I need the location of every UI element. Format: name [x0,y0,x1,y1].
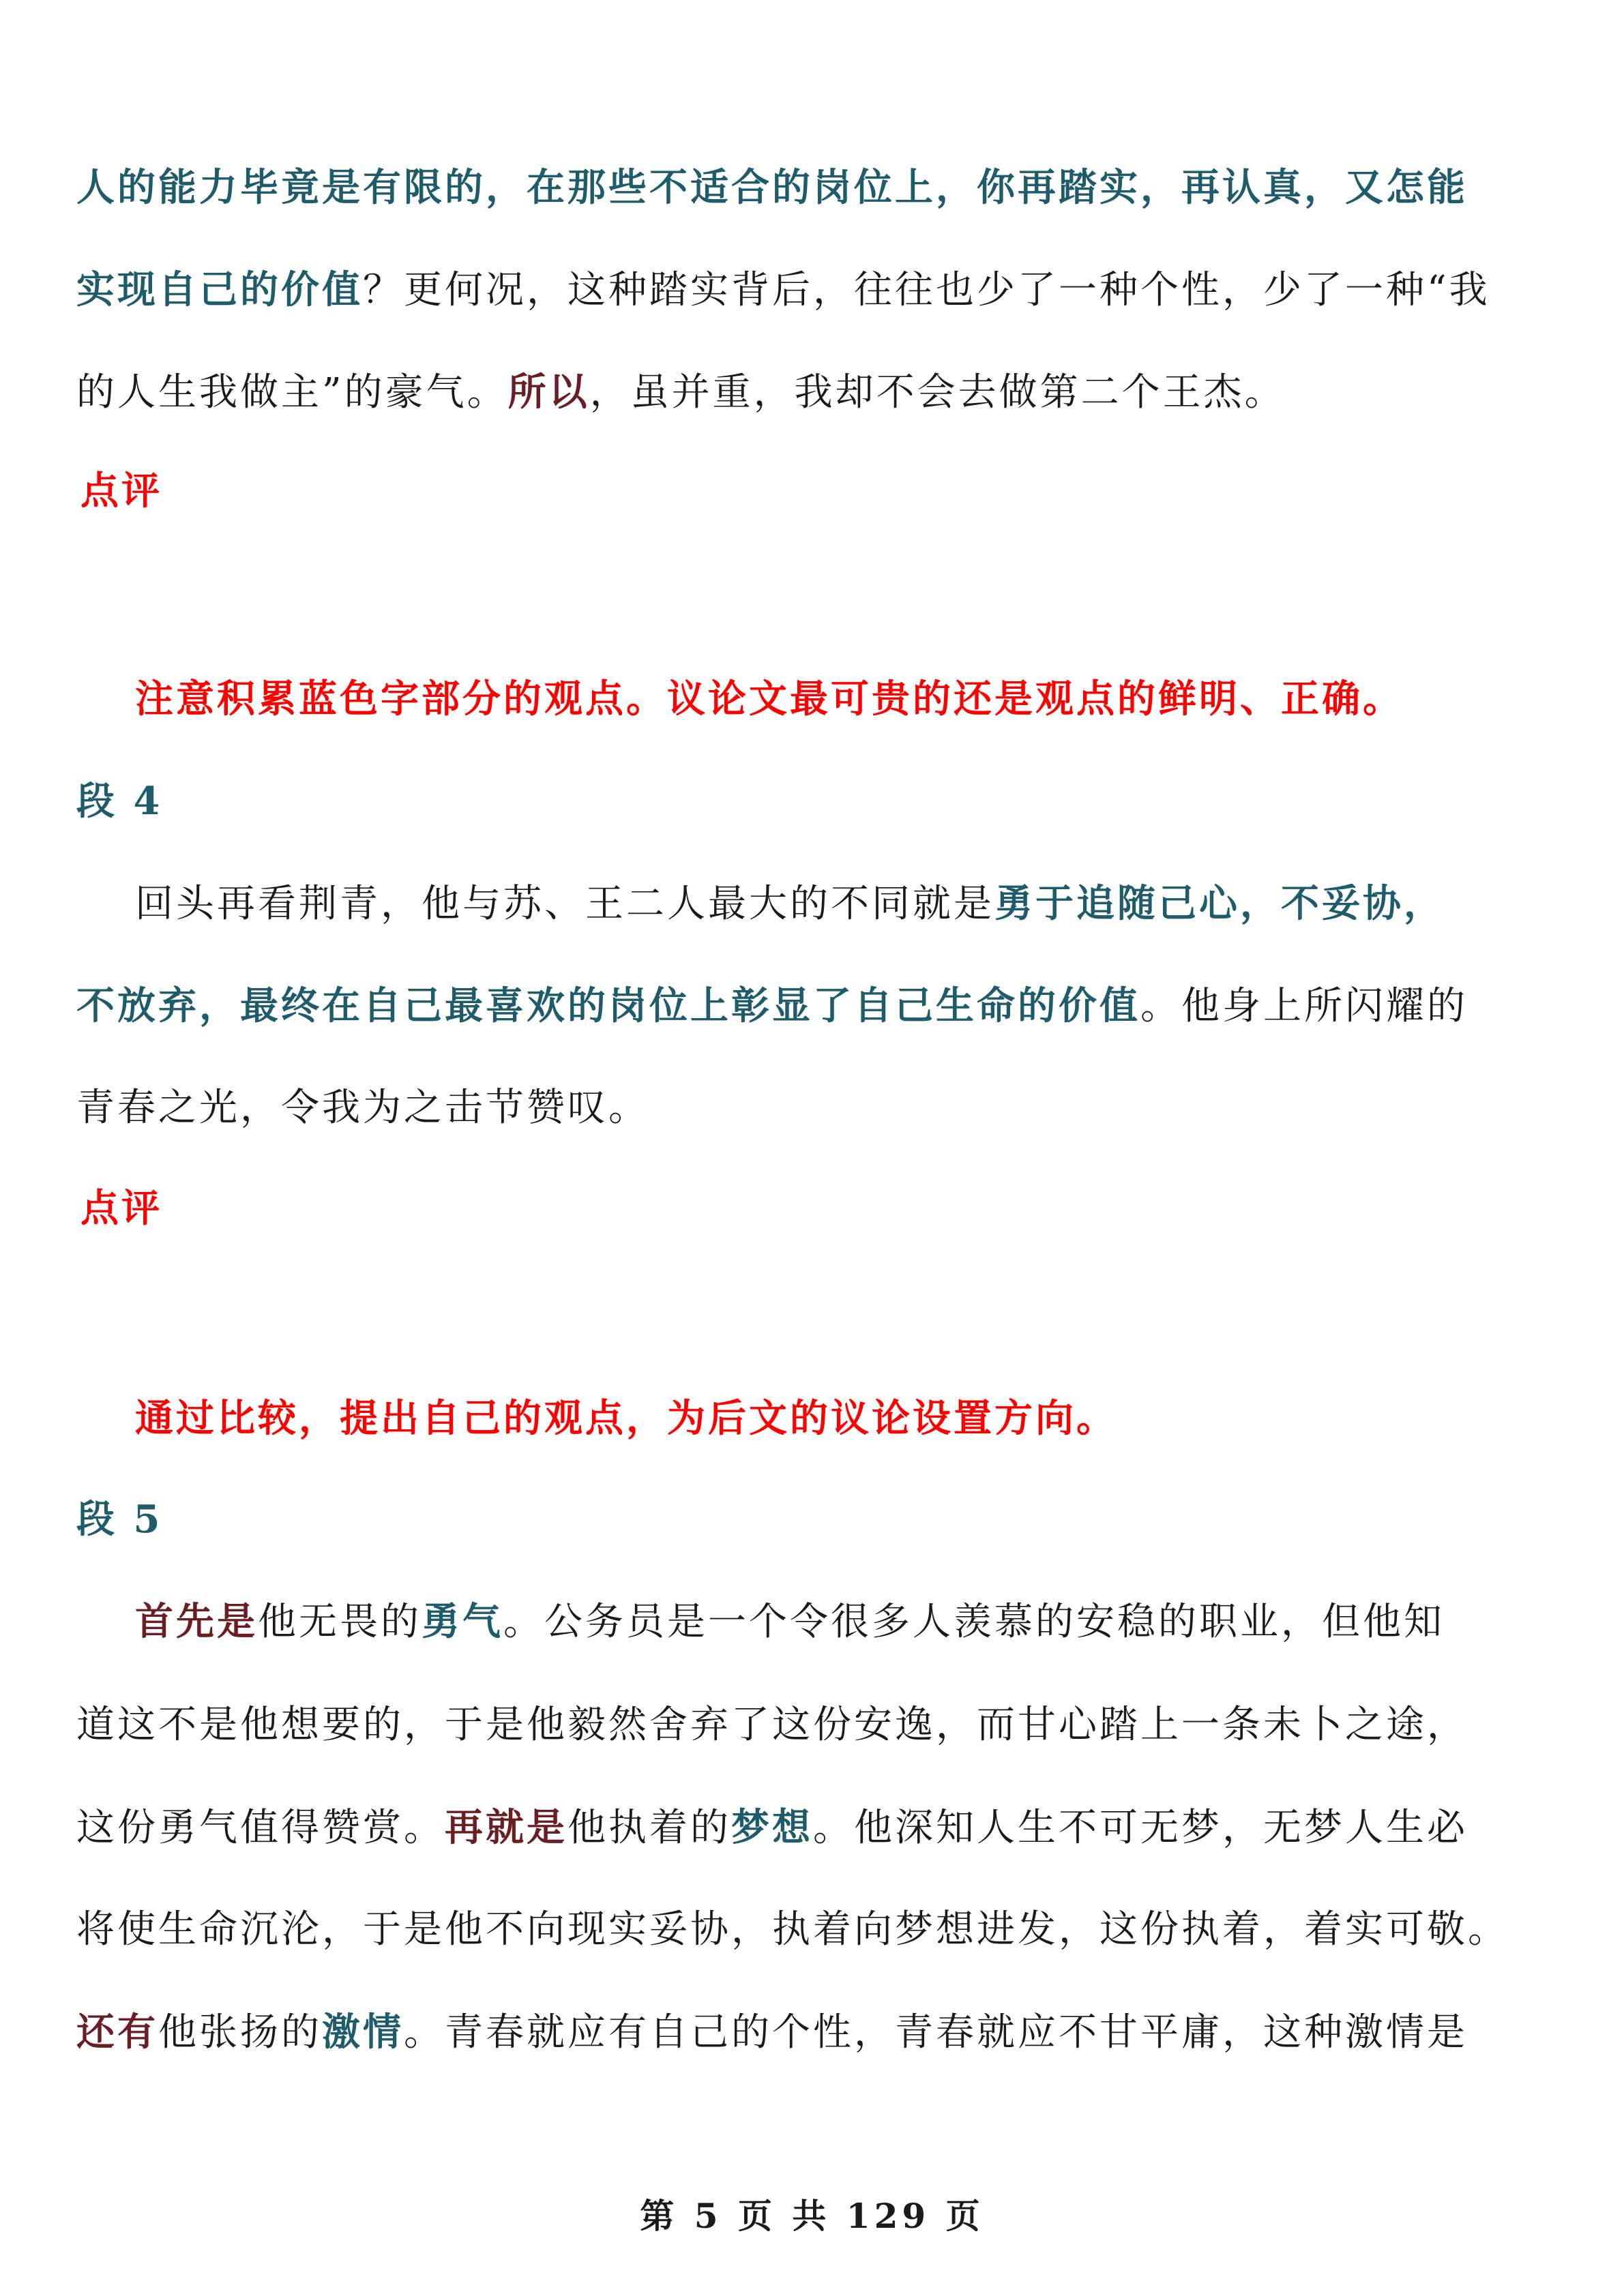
section4-line3: 青春之光，令我为之击节赞叹。 [76,1086,649,1130]
section5-line5 [76,2005,1468,2060]
section5-line3-text-b: 他执着的 [567,1806,731,1850]
para3-line2 [76,263,1490,318]
section-heading-5: 段 5 [76,1497,163,1542]
para3-line2-highlight: 实现自己的价值 [76,267,363,312]
section5-line3-highlight: 梦想 [731,1805,813,1850]
section5-line1-text-a: 他无畏的 [258,1600,422,1644]
section4-line2 [76,979,1468,1034]
section5-line1-connector: 首先是 [135,1599,258,1644]
section5-line3-connector: 再就是 [445,1805,567,1850]
para3-line3-text-b: ，虽并重，我却不会去做第二个王杰。 [589,370,1286,415]
comment-text-2: 通过比较，提出自己的观点，为后文的议论设置方向。 [135,1396,1117,1441]
para3-line2-text: ？更何况，这种踏实背后，往往也少了一种个性，少了一种“我 [363,268,1490,312]
para3-line3-text-a: 的人生我做主”的豪气。 [76,370,508,415]
section5-line1-text-b: 。公务员是一个令很多人羡慕的安稳的职业，但他知 [503,1600,1445,1644]
page-number-footer: 第 5 页 共 129 页 [640,2196,984,2236]
section4-line1-highlight: 勇于追随己心，不妥协， [994,881,1445,926]
section5-line5-text-a: 他张扬的 [158,2010,322,2055]
comment-label-1: 点评 [80,468,162,513]
section-heading-4: 段 4 [76,779,163,824]
para3-line3 [76,365,1286,420]
section4-line2-text: 。他身上所闪耀的 [1140,984,1468,1028]
section4-line1 [135,876,1445,931]
section5-line3-text-a: 这份勇气值得赞赏。 [76,1806,445,1850]
section4-line2-highlight: 不放弃，最终在自己最喜欢的岗位上彰显了自己生命的价值 [76,983,1140,1028]
section5-line1 [135,1594,1445,1650]
para3-line3-connector: 所以 [507,370,590,415]
comment-text-1: 注意积累蓝色字部分的观点。议论文最可贵的还是观点的鲜明、正确。 [135,676,1404,721]
section5-line2: 道这不是他想要的，于是他毅然舍弃了这份安逸，而甘心踏上一条未卜之途， [76,1703,1468,1747]
section5-line5-connector: 还有 [76,2010,158,2055]
section5-line3 [76,1800,1468,1855]
section5-line5-text-b: 。青春就应有自己的个性，青春就应不甘平庸，这种激情是 [404,2010,1468,2055]
section4-line1-text: 回头再看荆青，他与苏、王二人最大的不同就是 [135,882,994,926]
section5-line5-highlight: 激情 [322,2010,404,2055]
comment-label-2: 点评 [80,1186,162,1231]
para3-line1: 人的能力毕竟是有限的，在那些不适合的岗位上，你再踏实，再认真，又怎能 [76,165,1468,210]
section5-line1-highlight: 勇气 [422,1599,503,1644]
section5-line3-text-c: 。他深知人生不可无梦，无梦人生必 [813,1806,1468,1850]
section5-line4: 将使生命沉沦，于是他不向现实妥协，执着向梦想进发，这份执着，着实可敬。 [76,1907,1509,1952]
